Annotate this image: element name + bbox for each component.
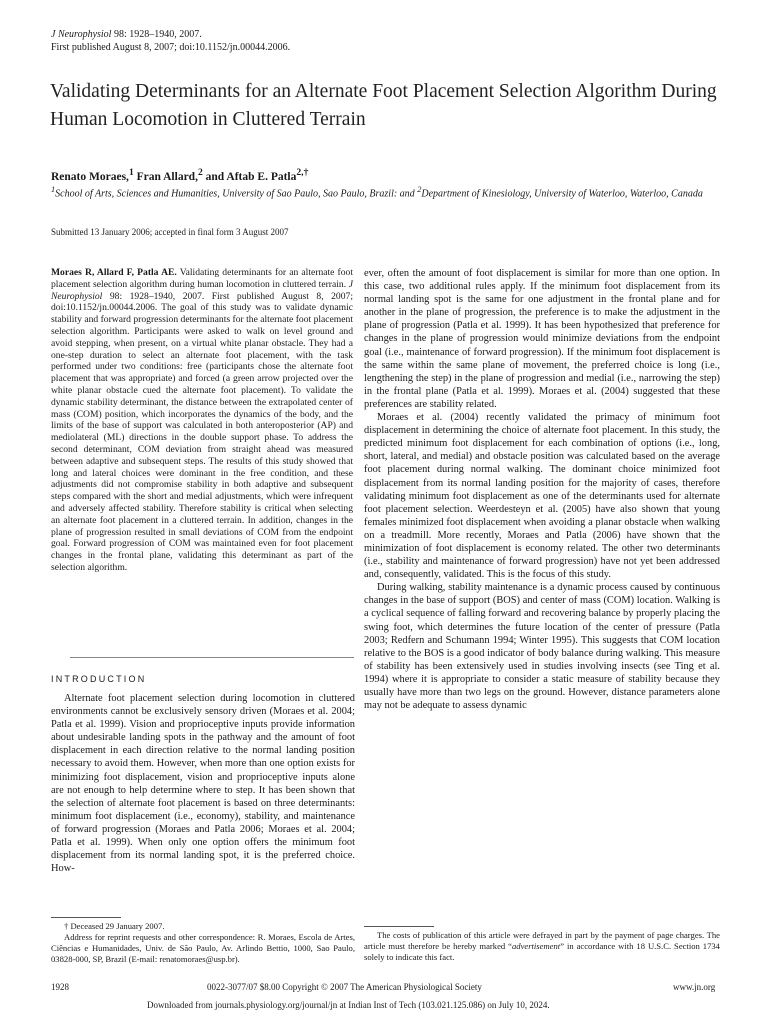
author-affiliation-mark: 2: [197, 167, 203, 178]
footnote-divider: [364, 926, 434, 927]
journal-volume-pages: 98: 1928–1940, 2007.: [113, 29, 202, 40]
abstract-citation-authors: Moraes R, Allard F, Patla AE.: [51, 267, 177, 278]
submission-dates: Submitted 13 January 2006; accepted in final form 3 August 2007: [51, 227, 289, 237]
paragraph: Moraes et al. (2004) recently validated the primacy of minimum foot displacement in determining the choice of alternate foot placement. In this study, the predicted minimum foot displacement for each combination of options (i.e., long, short, lateral, and medial) and obstacle position was calculated based on the average foot placement during normal walking. The dominant choice minimized foot displacement from its normal landing position for the majority of cases, therefore validating minimum foot displacement as one of the determinants used for alternate foot placement selection. Weerdesteyn et al. (2005) have also shown that young females minimized foot displacement when avoiding a planar obstacle when walking on a treadmill. More recently, Moraes and Patla (2006) have shown that the minimization of foot displacement is economy related. The other two determinants (i.e., stability and maintenance of forward progression) have not yet been addressed and, consequently, validated. This is the focus of this study.: [364, 412, 720, 581]
journal-reference: [51, 29, 290, 54]
note-text: ” in accordance with 18 U.S.C. Section 1734 solely to indicate this fact.: [364, 941, 720, 962]
affiliation-mark: 1: [51, 185, 56, 194]
journal-name: J Neurophysiol: [51, 29, 112, 40]
affiliations: [51, 183, 731, 200]
section-divider: [70, 657, 354, 658]
author-name: Aftab E. Patla: [226, 170, 297, 183]
introduction-left-column: [51, 692, 355, 875]
right-column: [364, 267, 720, 712]
footnote-divider: [51, 917, 121, 918]
advertisement-word: advertisement: [511, 941, 561, 951]
page-number: 1928: [51, 982, 69, 992]
article-title: Validating Determinants for an Alternate Foot Placement Selection Algorithm During Human Locomotion in Cluttered Terrain: [50, 81, 717, 130]
deceased-note: † Deceased 29 January 2007.: [64, 921, 165, 931]
paragraph: Alternate foot placement selection during locomotion in cluttered environments cannot be exclusively sensory driven (Moraes et al. 2004; Patla et al. 1999). Vision and proprioceptive inputs provide information about undesirable landing spots in the pathway and the amount of foot displacement in each direction relative to the normal landing position necessary to avoid them. However, when more than one option exists for minimizing foot displacement, vision and proprioceptive inputs alone are not enough to help determine where to step. It has been shown that the selection of alternate foot placement is based on three determinants: minimum foot displacement (i.e., economy), stability, and maintenance of forward progression (Moraes and Patla 2006; Moraes et al. 2004; Patla et al. 1999). When only one option offers the minimum foot displacement from its normal landing spot, it is the preferred choice. How-: [51, 693, 355, 875]
section-heading-introduction: INTRODUCTION: [51, 674, 147, 684]
note-text: The costs of publication of this article were defrayed in part by the payment of page charges. The article must therefore be hereby marked “: [364, 930, 720, 951]
publication-cost-note: [364, 930, 720, 963]
author-name: Fran Allard,: [136, 170, 198, 183]
copyright-line: 0022-3077/07 $8.00 Copyright © 2007 The American Physiological Society: [207, 982, 482, 992]
author-conjunction: and: [205, 170, 225, 183]
author-affiliation-mark: 1: [128, 167, 134, 178]
abstract-text: Validating determinants for an alternate foot placement selection algorithm during human locomotion in cluttered terrain.: [51, 267, 353, 290]
paragraph: ever, often the amount of foot displacement is similar for more than one option. In this case, two additional rules apply. If the minimum foot displacement from its normal landing spot is the same for one adjustment in the frontal plane and for another in the plane of progression, the preference is to make the adjustment in the plane of progression (Patla et al. 1999). It has been hypothesized that preference for changes in the plane of progression would minimize deviations from the endpoint goal (i.e., maintenance of forward progression). If the minimum foot displacement is the same within the same plane of movement, the preferred choice is long (i.e., lengthening the step) in the plane of progression and medial (i.e., narrowing the step) in the frontal plane (Patla et al. 1999). Moraes et al. (2004) suggested that these preferences are stability related.: [364, 268, 720, 410]
affiliation-mark: 2: [417, 185, 422, 194]
journal-url[interactable]: www.jn.org: [673, 982, 716, 992]
correspondence-address: Address for reprint requests and other correspondence: R. Moraes, Escola de Artes, Ciências e Humanidades, Univ. de São Paulo, Av. Arlindo Bettio, 1000, Sao Paulo, 03828-000, SP, Brazil (E-mail: renatomoraes@usp.br).: [51, 932, 355, 964]
first-published-line: First published August 8, 2007; doi:10.1152/jn.00044.2006.: [51, 41, 291, 53]
author-affiliation-mark: 2,†: [296, 167, 309, 178]
author-list: [51, 167, 308, 183]
footnote-left: [51, 921, 355, 965]
abstract-journal-name: J Neurophysiol: [51, 278, 353, 302]
abstract-text: 98: 1928–1940, 2007. First published August 8, 2007; doi:10.1152/jn.00044.2006. The goal of this study was to validate dynamic stability and forward progression determinants for the alternate foot placement selection algorithm. Participants were asked to walk on level ground and avoid stepping, when present, on a virtual white planar obstacle. They had a one-step duration to select an alternate foot placement, with the task performed under two conditions: free (participants chose the alternate foot placement that was appropriate) and forced (a green arrow projected over the white planar obstacle cued the alternate foot placement). To validate the dynamic stability determinant, the distance between the extrapolated center of mass (COM) position, which incorporates the dynamics of the body, and the limits of the base of support was calculated in both anteroposterior (AP) and mediolateral (ML) directions in the double support phase. To address the second determinant, COM deviation from straight ahead was measured between adaptive and subsequent steps. The results of this study showed that long and lateral choices were dominant in the free condition, and these adjustments did not compromise stability in both adaptive and subsequent steps compared with the short and medial adjustments, which were infrequent and adversely affected stability. Therefore stability is critical when selecting an alternate foot placement in a cluttered terrain. In addition, changes in the plane of progression resulted in small deviations of COM from the endpoint goal. Forward progression of COM was maintained even for foot placement changes in the frontal plane, validating this determinant as part of the selection algorithm.: [51, 290, 353, 573]
affiliation-text: School of Arts, Sciences and Humanities, University of Sao Paulo, Sao Paulo, Brazil: and: [55, 188, 418, 200]
paragraph: During walking, stability maintenance is a dynamic process caused by continuous changes in the base of support (BOS) and center of mass (COM) location. Walking is a cyclical sequence of falling forward and recovering balance by properly placing the swing foot, which determines the future location of the center of pressure (Patla 2003; Redfern and Schumann 1994; Winter 1995). This suggests that COM location relative to the BOS is a good indicator of body balance during walking. This measure of stability has been extensively used in studies involving insects (see Ting et al. 1994) where it is appropriate to consider a static measure of stability because they usually have more than two legs on the ground. However, distance parameters alone may not be adequate to assess dynamic: [364, 582, 720, 712]
download-stamp: Downloaded from journals.physiology.org/journal/jn at Indian Inst of Tech (103.021.125.086) on July 10, 2024.: [147, 1000, 550, 1010]
footnote-right: [364, 930, 720, 963]
affiliation-text: Department of Kinesiology, University of Waterloo, Waterloo, Canada: [421, 188, 703, 200]
author-name: Renato Moraes,: [51, 170, 129, 183]
journal-citation-line: [51, 29, 290, 42]
abstract: [51, 267, 353, 574]
